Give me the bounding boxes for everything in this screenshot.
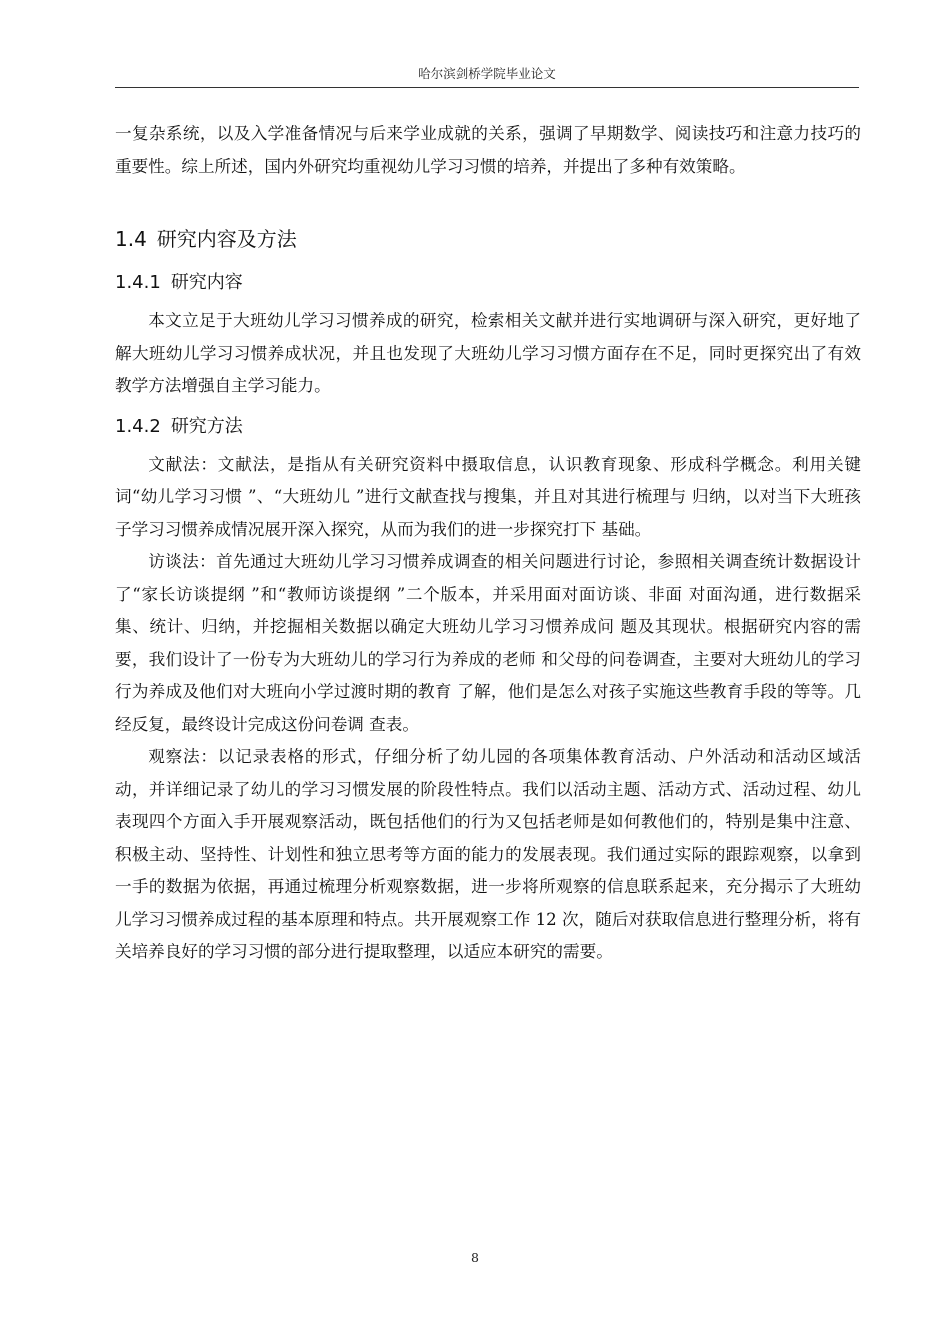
subsection-heading-research-methods — [115, 409, 861, 445]
research-content-paragraph: 本文立足于大班幼儿学习习惯养成的研究，检索相关文献并进行实地调研与深入研究，更好地了解大班幼儿学习习惯养成状况，并且也发现了大班幼儿学习习惯方面存在不足，同时更探究出了有效教学方法增强自主学习能力。 — [115, 311, 861, 395]
subsection-title: 研究方法 — [170, 415, 243, 437]
section-heading — [115, 219, 861, 259]
subsection-number: 1.4.1 — [115, 272, 161, 293]
section-title: 研究内容及方法 — [156, 227, 297, 251]
section-number: 1.4 — [115, 227, 147, 251]
observation-method-paragraph: 观察法：以记录表格的形式，仔细分析了幼儿园的各项集体教育活动、户外活动和活动区域活动，并详细记录了幼儿的学习习惯发展的阶段性特点。我们以活动主题、活动方式、活动过程、幼儿表现四个方面入手开展观察活动，既包括他们的行为又包括老师是如何教他们的，特别是集中注意、积极主动、坚持性、计划性和独立思考等方面的能力的发展表现。我们通过实际的跟踪观察，以拿到一手的数据为依据，再通过梳理分析观察数据，进一步将所观察的信息联系起来，充分揭示了大班幼儿学习习惯养成过程的基本原理和特点。共开展观察工作 12 次，随后对获取信息进行整理分析，将有关培养良好的学习习惯的部分进行提取整理，以适应本研究的需要。 — [115, 747, 861, 961]
page-header-title: 哈尔滨剑桥学院毕业论文 — [418, 66, 556, 81]
header-divider — [115, 87, 859, 88]
page-body — [115, 118, 861, 969]
subsection-title: 研究内容 — [170, 272, 243, 293]
subsection-heading-research-content — [115, 265, 861, 301]
intro-paragraph: 一复杂系统，以及入学准备情况与后来学业成就的关系，强调了早期数学、阅读技巧和注意力技巧的重要性。综上所述，国内外研究均重视幼儿学习习惯的培养，并提出了多种有效策略。 — [115, 124, 861, 176]
literature-method-paragraph: 文献法：文献法，是指从有关研究资料中摄取信息，认识教育现象、形成科学概念。利用关键词“幼儿学习习惯 ”、“大班幼儿 ”进行文献查找与搜集，并且对其进行梳理与 归纳，以对当下大班孩子学习习惯养成情况展开深入探究，从而为我们的进一步探究打下 基础。 — [115, 454, 861, 539]
page-number: 8 — [471, 1250, 479, 1265]
interview-method-paragraph: 访谈法：首先通过大班幼儿学习习惯养成调查的相关问题进行讨论，参照相关调查统计数据设计了“家长访谈提纲 ”和“教师访谈提纲 ”二个版本，并采用面对面访谈、非面 对面沟通，进行数据采集、统计、归纳，并挖掘相关数据以确定大班幼儿学习习惯养成问 题及其现状。根据研究内容的需要，我们设计了一份专为大班幼儿的学习行为养成的老师 和父母的问卷调查，主要对大班幼儿的学习行为养成及他们对大班向小学过渡时期的教育 了解，他们是怎么对孩子实施这些教育手段的等等。几经反复，最终设计完成这份问卷调 查表。 — [115, 552, 861, 734]
subsection-number: 1.4.2 — [115, 415, 161, 437]
